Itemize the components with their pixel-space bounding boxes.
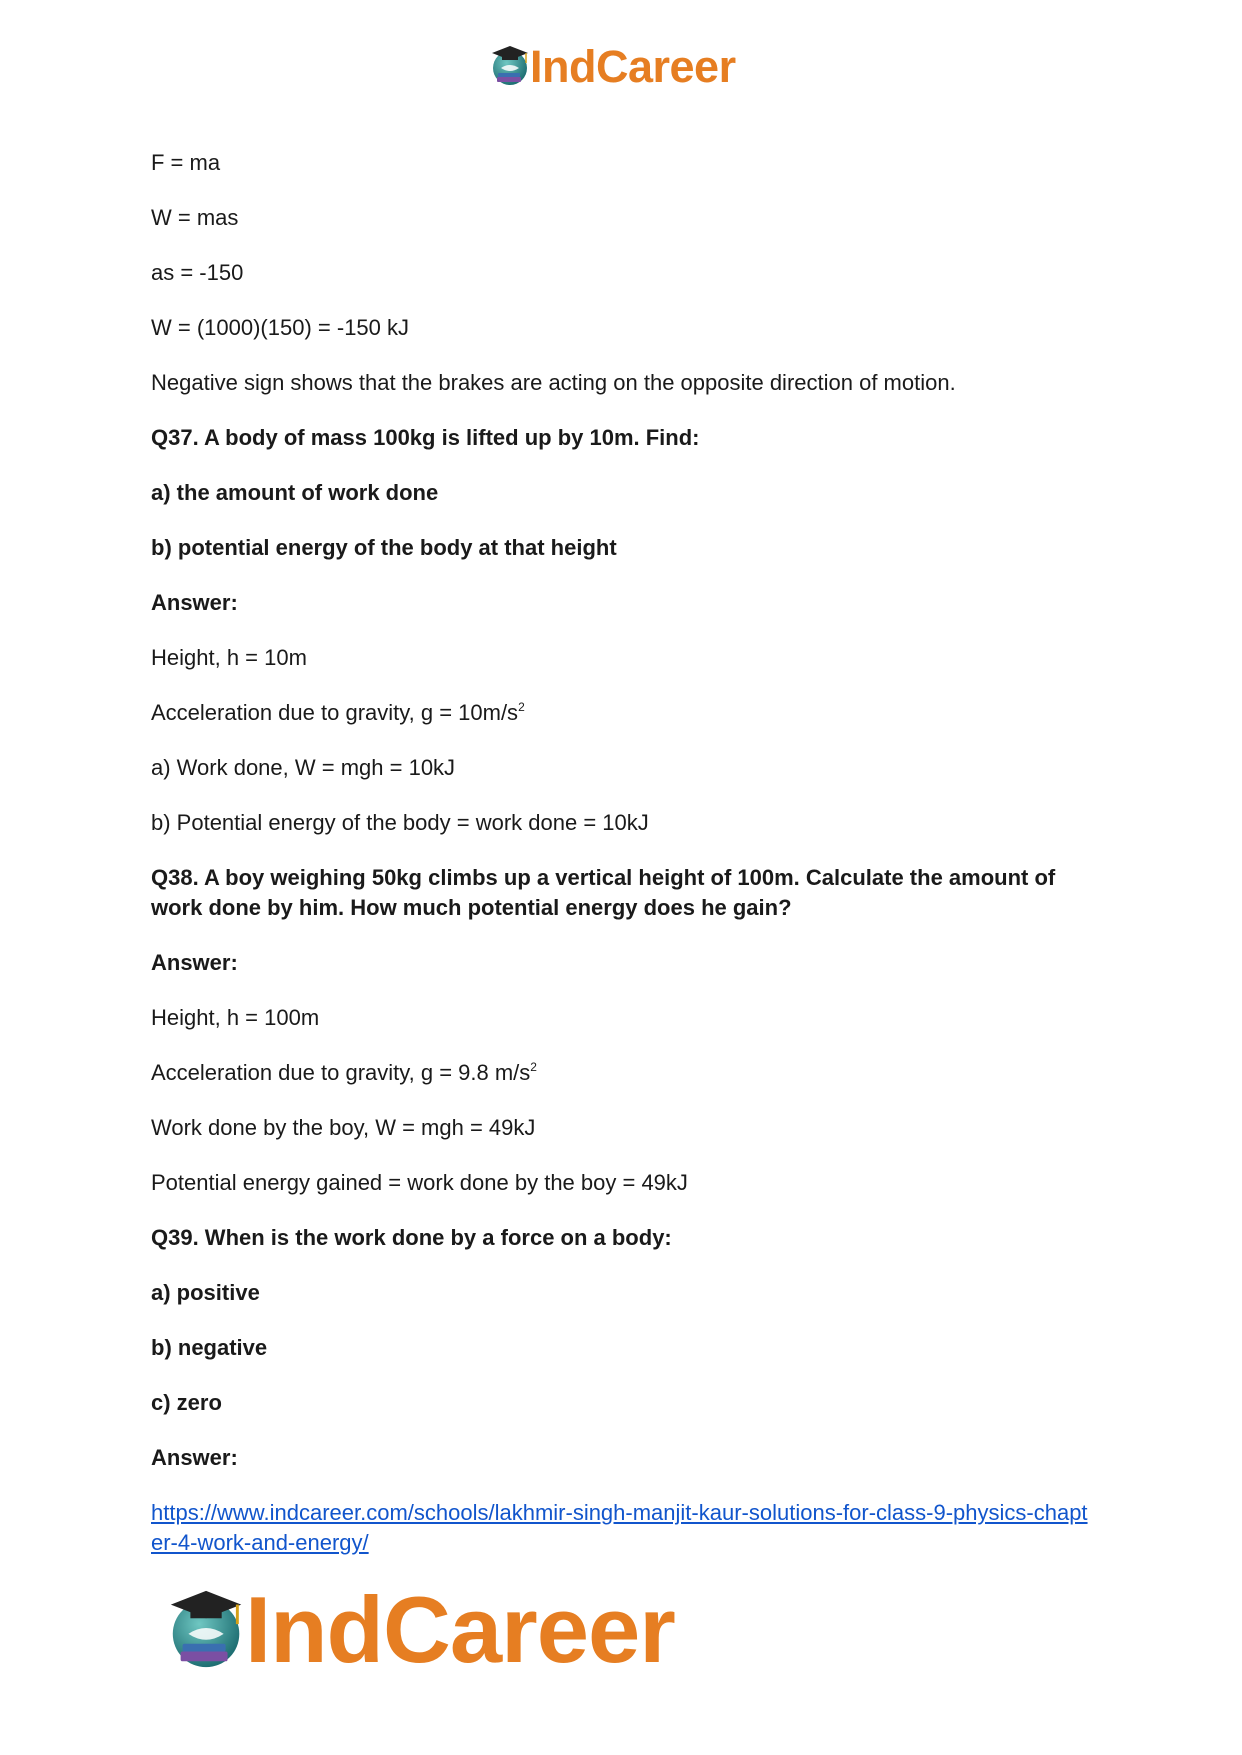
question-text: [151, 863, 1091, 923]
question-text: [151, 1333, 1091, 1363]
line-text: Answer:: [151, 590, 238, 615]
answer-text: [151, 1058, 1091, 1088]
answer-text: [151, 313, 1091, 343]
answer-text: [151, 203, 1091, 233]
answer-text: [151, 808, 1091, 838]
line-text: b) potential energy of the body at that height: [151, 535, 617, 560]
logo-wordmark: IndCareer: [530, 40, 736, 92]
line-text: Negative sign shows that the brakes are acting on the opposite direction of motion.: [151, 370, 956, 395]
logo-wordmark: IndCareer: [245, 1577, 675, 1682]
superscript: 2: [518, 700, 525, 714]
line-text: W = (1000)(150) = -150 kJ: [151, 315, 410, 340]
answer-text: [151, 368, 1091, 398]
answer-text: [151, 258, 1091, 288]
line-text: Q39. When is the work done by a force on a body:: [151, 1225, 672, 1250]
line-text: as = -150: [151, 260, 244, 285]
question-text: [151, 423, 1091, 453]
superscript: 2: [530, 1060, 537, 1074]
line-text: W = mas: [151, 205, 239, 230]
line-text: Acceleration due to gravity, g = 9.8 m/s: [151, 1060, 531, 1085]
line-text: Height, h = 10m: [151, 645, 307, 670]
document-body: [151, 148, 1091, 1558]
solutions-link[interactable]: https://www.indcareer.com/schools/lakhmir-singh-manjit-kaur-solutions-for-class-9-physics-chapter-4-work-and-energy/: [151, 1500, 1088, 1555]
question-text: [151, 1278, 1091, 1308]
line-text: Q37. A body of mass 100kg is lifted up by 10m. Find:: [151, 425, 700, 450]
line-text: c) zero: [151, 1390, 222, 1415]
question-text: [151, 1443, 1091, 1473]
question-text: [151, 948, 1091, 978]
line-text: Height, h = 100m: [151, 1005, 320, 1030]
globe-graduation-cap-icon: [163, 1585, 253, 1675]
answer-text: [151, 753, 1091, 783]
answer-text: [151, 1113, 1091, 1143]
line-text: b) Potential energy of the body = work done = 10kJ: [151, 810, 649, 835]
line-text: Q38. A boy weighing 50kg climbs up a vertical height of 100m. Calculate the amount of work done by him. How much potential energy does he gain?: [151, 865, 1056, 920]
answer-text: [151, 698, 1091, 728]
answer-text: [151, 148, 1091, 178]
line-text: Answer:: [151, 1445, 238, 1470]
line-text: Acceleration due to gravity, g = 10m/s: [151, 700, 519, 725]
line-text: Work done by the boy, W = mgh = 49kJ: [151, 1115, 536, 1140]
line-text: F = ma: [151, 150, 221, 175]
question-text: [151, 533, 1091, 563]
globe-graduation-cap-icon: [488, 43, 534, 89]
line-text: a) the amount of work done: [151, 480, 439, 505]
question-text: [151, 588, 1091, 618]
answer-text: [151, 1168, 1091, 1198]
answer-text: [151, 643, 1091, 673]
header-logo: [488, 42, 736, 90]
line-text: b) negative: [151, 1335, 268, 1360]
question-text: [151, 1223, 1091, 1253]
line-text: a) positive: [151, 1280, 260, 1305]
footer-logo: [163, 1577, 675, 1682]
line-text: a) Work done, W = mgh = 10kJ: [151, 755, 456, 780]
question-text: [151, 1388, 1091, 1418]
line-text: Answer:: [151, 950, 238, 975]
question-text: [151, 478, 1091, 508]
line-text: Potential energy gained = work done by the boy = 49kJ: [151, 1170, 688, 1195]
answer-text: [151, 1003, 1091, 1033]
